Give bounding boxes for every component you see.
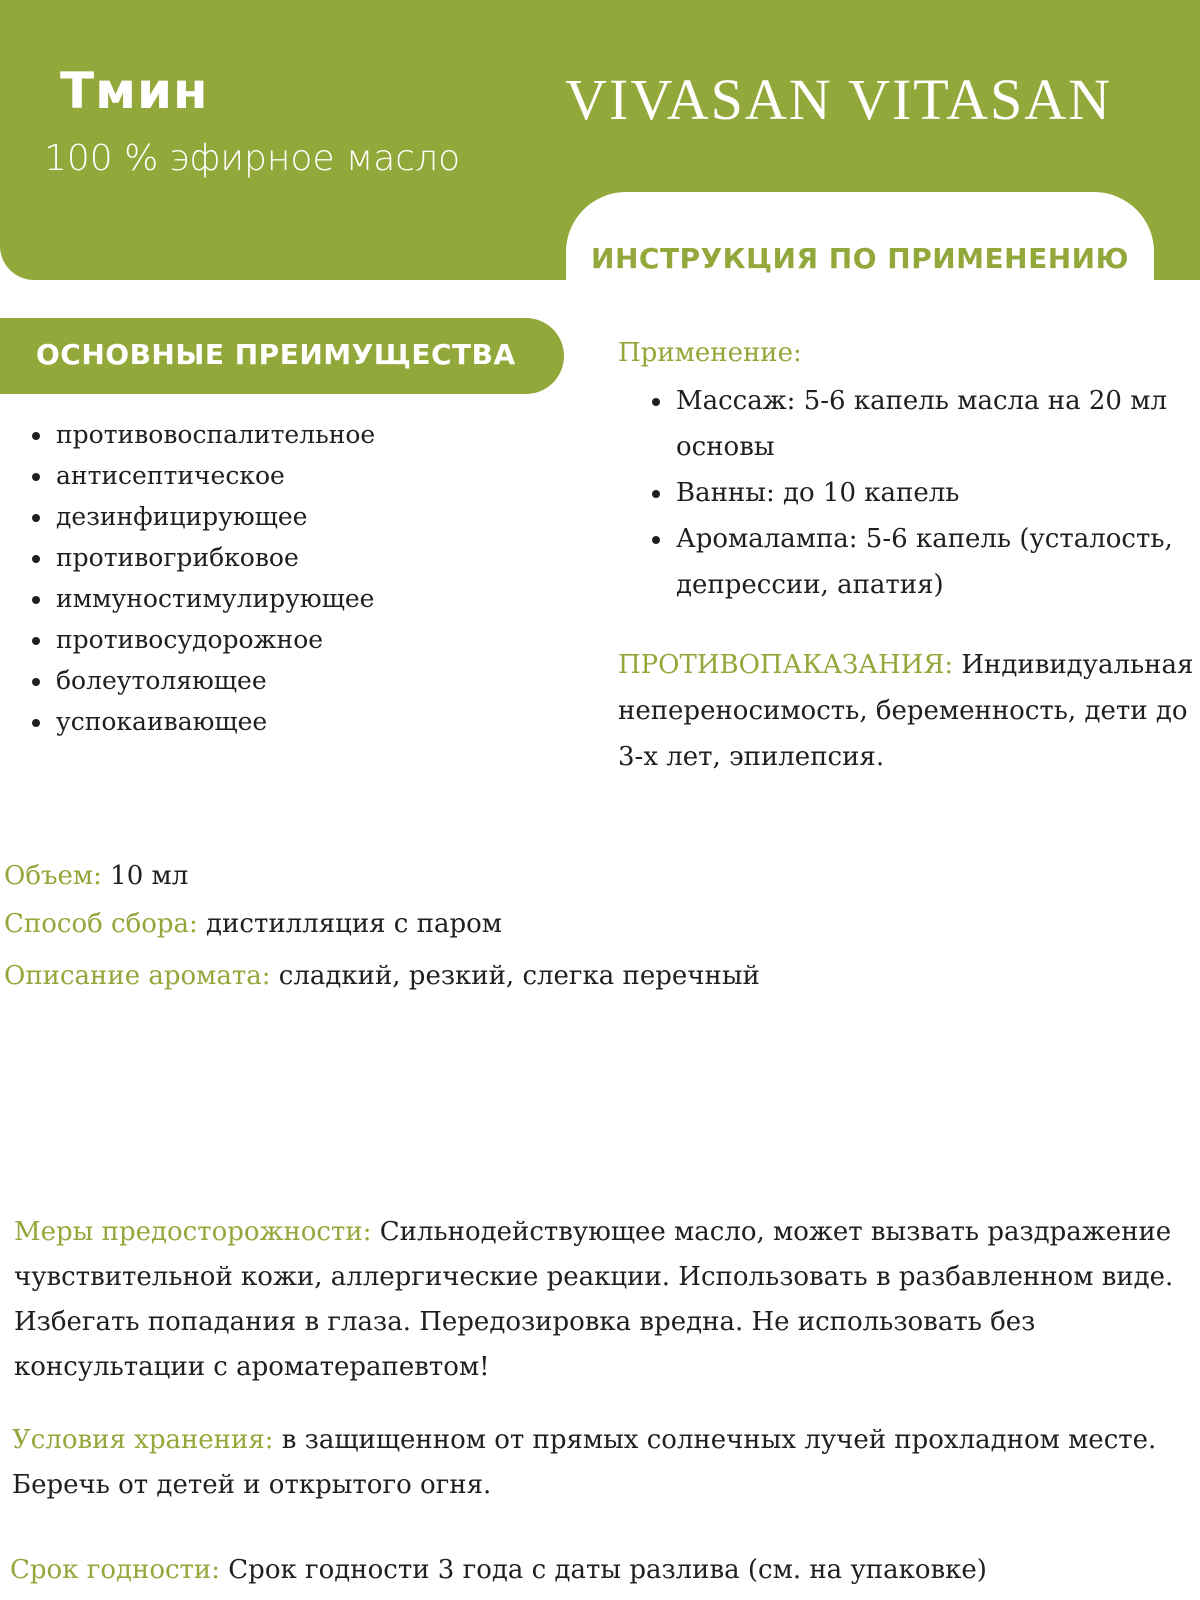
instruction-tab [566, 192, 1154, 282]
advantages-list [28, 414, 375, 742]
list-item: успокаивающее [56, 701, 375, 742]
header-banner [0, 0, 1200, 280]
usage-list [648, 378, 1200, 608]
product-title: Тмин [60, 62, 209, 120]
usage-title: Применение: [618, 338, 802, 368]
method-label: Способ сбора: [4, 909, 198, 939]
list-item: Ванны: до 10 капель [676, 470, 1200, 516]
advantages-header [0, 318, 564, 394]
aroma-line [4, 956, 760, 996]
list-item: дезинфицирующее [56, 496, 375, 537]
brand-name: VIVASAN VITASAN [565, 67, 1112, 132]
shelf-life-text: Срок годности 3 года с даты разлива (см. на упаковке) [220, 1555, 987, 1585]
shelf-life-label: Срок годности: [10, 1555, 221, 1585]
product-subtitle: 100 % эфирное масло [44, 138, 461, 179]
precautions-text: Сильнодействующее масло, может вызвать раздражение чувствительной кожи, аллергические реакции. Использовать в разбавленном виде. Избегать попадания в глаза. Передозировка вредна. Не использовать без консультации с ароматерапевтом! [14, 1217, 1174, 1382]
instruction-tab-label: ИНСТРУКЦИЯ ПО ПРИМЕНЕНИЮ [591, 242, 1129, 275]
list-item: иммуностимулирующее [56, 578, 375, 619]
advantages-title: ОСНОВНЫЕ ПРЕИМУЩЕСТВА [36, 338, 516, 371]
precautions-paragraph [14, 1210, 1194, 1390]
method-line [4, 904, 502, 944]
aroma-label: Описание аромата: [4, 961, 271, 991]
list-item: Аромалампа: 5-6 капель (усталость, депрессии, апатия) [676, 516, 1200, 608]
volume-value: 10 мл [101, 861, 189, 891]
list-item: Массаж: 5-6 капель масла на 20 мл основы [676, 378, 1200, 470]
volume-line [4, 856, 188, 896]
list-item: противогрибковое [56, 537, 375, 578]
aroma-value: сладкий, резкий, слегка перечный [270, 961, 760, 991]
method-value: дистилляция с паром [197, 909, 502, 939]
storage-paragraph [12, 1418, 1192, 1508]
list-item: противовоспалительное [56, 414, 375, 455]
contraindications-label: ПРОТИВОПАКАЗАНИЯ: [618, 650, 954, 680]
list-item: противосудорожное [56, 619, 375, 660]
volume-label: Объем: [4, 861, 102, 891]
shelf-life-line [10, 1548, 1190, 1593]
precautions-label: Меры предосторожности: [14, 1217, 372, 1247]
storage-text: в защищенном от прямых солнечных лучей прохладном месте. Беречь от детей и открытого огня. [12, 1425, 1157, 1500]
list-item: антисептическое [56, 455, 375, 496]
list-item: болеутоляющее [56, 660, 375, 701]
contraindications-text: Индивидуальная непереносимость, беременность, дети до 3-х лет, эпилепсия. [618, 650, 1194, 772]
storage-label: Условия хранения: [12, 1425, 274, 1455]
contraindications [618, 642, 1198, 780]
